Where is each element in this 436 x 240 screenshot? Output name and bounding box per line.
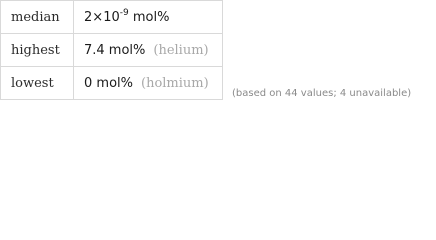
footnote: (based on 44 values; 4 unavailable): [232, 88, 412, 99]
highest-element: (helium): [153, 42, 209, 58]
row-label-median: median: [1, 1, 74, 34]
times-sign: ×: [92, 10, 104, 26]
row-label-highest: highest: [1, 34, 74, 67]
row-label-lowest: lowest: [1, 67, 74, 100]
median-base: 10: [103, 10, 120, 26]
table-row-highest: [1, 34, 223, 67]
row-value-median: [74, 1, 223, 34]
statistics-table: [0, 0, 223, 100]
lowest-value: 0 mol%: [84, 75, 133, 91]
median-exponent: -9: [119, 7, 129, 18]
table-row-lowest: [1, 67, 223, 100]
median-unit: mol%: [128, 10, 170, 26]
table-row-median: [1, 1, 223, 34]
highest-value: 7.4 mol%: [84, 42, 146, 58]
lowest-element: (holmium): [141, 75, 209, 91]
median-mantissa: 2: [84, 10, 93, 26]
row-value-highest: [74, 34, 223, 67]
row-value-lowest: [74, 67, 223, 100]
median-value: [84, 7, 170, 26]
